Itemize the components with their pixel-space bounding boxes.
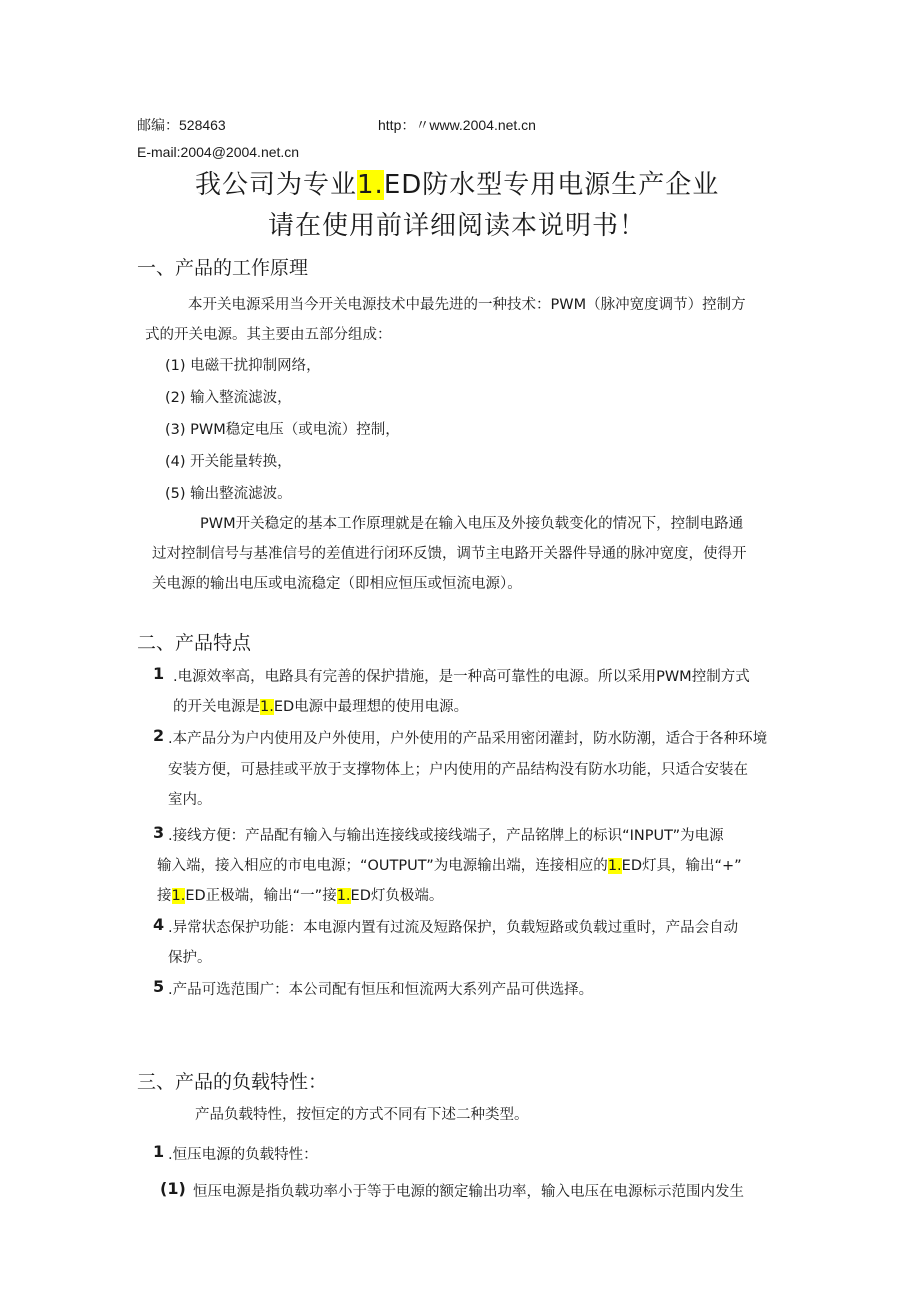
- feature-1-line-1: .电源效率高，电路具有完善的保护措施，是一种高可靠性的电源。所以采用PWM控制方式: [173, 669, 750, 685]
- feature-2-number: 2: [153, 726, 165, 745]
- title-text-a: 我公司为专业: [195, 170, 358, 200]
- feature-3-highlight-1: 1.: [607, 858, 622, 874]
- feature-4-number: 4: [153, 915, 165, 934]
- pwm-paragraph-line-1: PWM开关稳定的基本工作原理就是在输入电压及外接负载变化的情况下，控制电路通: [200, 516, 744, 532]
- subsection-1-number: 1: [153, 1142, 165, 1161]
- postcode: 邮编：528463: [137, 117, 226, 133]
- section-1-heading: 一、产品的工作原理: [137, 257, 309, 279]
- feature-2-line-3: 室内。: [168, 792, 212, 808]
- feature-3-line-3: [157, 884, 443, 905]
- subsection-1-label: .恒压电源的负载特性：: [168, 1147, 318, 1163]
- feature-4-line-2: 保护。: [168, 950, 212, 966]
- feature-3-highlight-2: 1.: [171, 888, 186, 904]
- feature-4-line-1: .异常状态保护功能：本电源内置有过流及短路保护，负载短路或负载过重时，产品会自动: [168, 920, 739, 936]
- feature-3-line-2: [157, 854, 742, 875]
- section-1-intro-line-2: 式的开关电源。其主要由五部分组成：: [145, 327, 392, 343]
- feature-1-number: 1: [153, 664, 165, 683]
- component-item-5: (5) 输出整流滤波。: [165, 486, 292, 502]
- load-item-1-number: (1): [160, 1179, 186, 1198]
- component-item-4: (4) 开关能量转换，: [165, 454, 292, 470]
- section-2-heading: 二、产品特点: [137, 632, 252, 654]
- email: E-mail:2004@2004.net.cn: [137, 144, 300, 160]
- feature-3-highlight-3: 1.: [336, 888, 351, 904]
- website-url: http：〃www.2004.net.cn: [378, 117, 536, 133]
- feature-2-line-1: .本产品分为户内使用及户外使用，户外使用的产品采用密闭灌封，防水防潮，适合于各种环境: [168, 731, 768, 747]
- title-text-b: ED防水型专用电源生产企业: [383, 170, 720, 200]
- load-item-1-text: 恒压电源是指负载功率小于等于电源的额定输出功率，输入电压在电源标示范围内发生: [193, 1184, 744, 1200]
- feature-1-text-a: 的开关电源是: [173, 699, 260, 715]
- feature-3-text-c: 接: [157, 888, 172, 904]
- feature-5-line-1: .产品可选范围广：本公司配有恒压和恒流两大系列产品可供选择。: [168, 982, 594, 998]
- title-line-1: [195, 164, 719, 201]
- component-item-1: (1) 电磁干扰抑制网络，: [165, 358, 321, 374]
- feature-3-text-b: ED灯具，输出“+”: [621, 858, 742, 874]
- feature-1-line-2: [173, 695, 468, 716]
- component-item-3: (3) PWM稳定电压（或电流）控制，: [165, 422, 400, 438]
- pwm-paragraph-line-3: 关电源的输出电压或电流稳定（即相应恒压或恒流电源）。: [152, 576, 522, 592]
- feature-1-highlight: 1.: [260, 699, 274, 715]
- title-highlight: 1.: [357, 170, 384, 200]
- feature-2-line-2: 安装方便，可悬挂或平放于支撑物体上；户内使用的产品结构没有防水功能，只适合安装在: [168, 762, 748, 778]
- section-3-heading: 三、产品的负载特性：: [137, 1071, 328, 1093]
- feature-1-text-b: ED电源中最理想的使用电源。: [273, 699, 469, 715]
- title-line-2: 请在使用前详细阅读本说明书！: [268, 211, 647, 241]
- feature-3-text-a: 输入端，接入相应的市电电源；“OUTPUT”为电源输出端，连接相应的: [157, 858, 608, 874]
- component-item-2: (2) 输入整流滤波，: [165, 390, 292, 406]
- feature-3-text-d: ED正极端，输出“一”接: [185, 888, 337, 904]
- feature-3-text-e: ED灯负极端。: [350, 888, 444, 904]
- feature-3-number: 3: [153, 823, 165, 842]
- pwm-paragraph-line-2: 过对控制信号与基准信号的差值进行闭环反馈，调节主电路开关器件导通的脉冲宽度，使得开: [152, 546, 747, 562]
- feature-5-number: 5: [153, 977, 165, 996]
- section-1-intro-line-1: 本开关电源采用当今开关电源技术中最先进的一种技术：PWM（脉冲宽度调节）控制方: [188, 297, 746, 313]
- feature-3-line-1: .接线方便：产品配有输入与输出连接线或接线端子，产品铭牌上的标识“INPUT”为电源: [168, 828, 724, 844]
- section-3-intro: 产品负载特性，按恒定的方式不同有下述二种类型。: [195, 1107, 529, 1123]
